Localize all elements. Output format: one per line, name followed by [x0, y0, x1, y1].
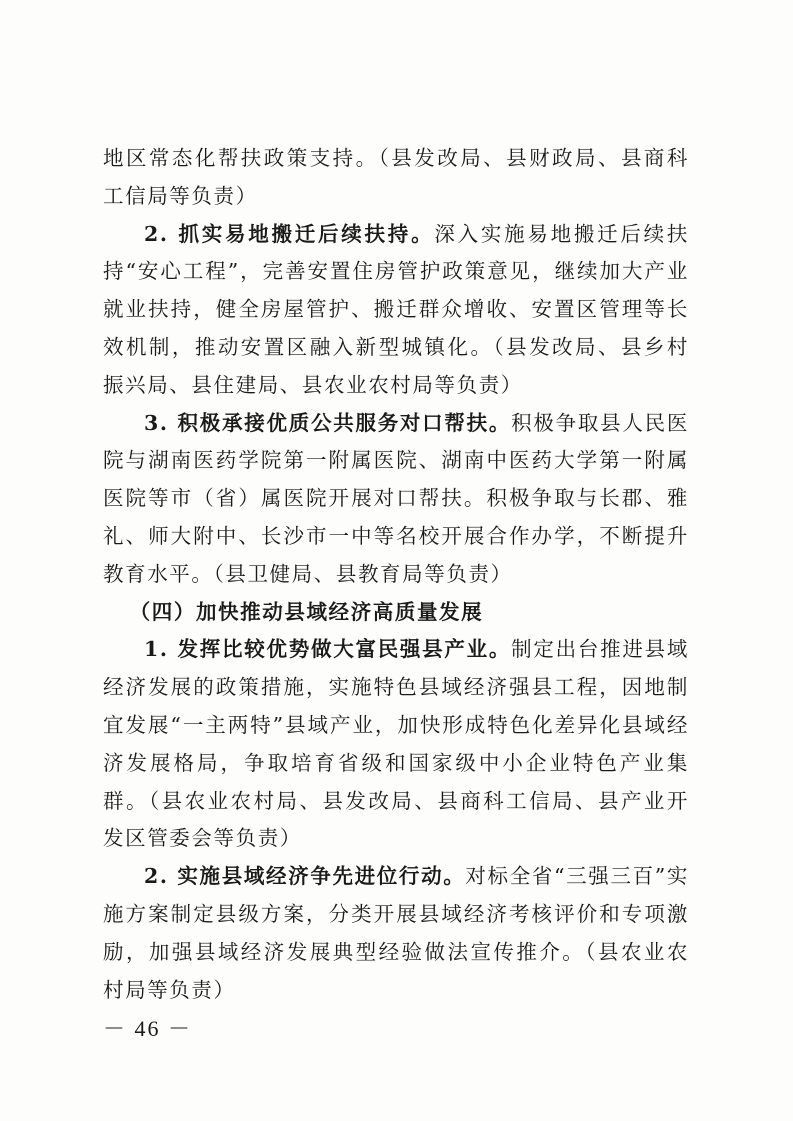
paragraph-county-industry: [103, 631, 689, 858]
page-number: － 46 －: [103, 1016, 193, 1041]
item-body: 对标全省“三强三百”实施方案制定县级方案，分类开展县域经济考核评价和专项激励，加强县域经济发展典型经验做法宣传推介。（县农业农村局等负责）: [103, 864, 690, 1002]
paragraph-relocation-support: [103, 216, 689, 405]
paragraph-county-economy-action: [103, 858, 689, 1009]
item-heading: 2. 抓实易地搬迁后续扶持。: [144, 221, 435, 246]
item-body: 深入实施易地搬迁后续扶持“安心工程”，完善安置住房管护政策意见，继续加大产业就业扶持，健全房屋管护、搬迁群众增收、安置区管理等长效机制，推动安置区融入新型城镇化。（县发改局、县乡村振兴局、县住建局、县农业农村局等负责）: [103, 221, 689, 397]
document-body: [103, 140, 689, 1009]
item-heading: 2. 实施县域经济争先进位行动。: [144, 864, 466, 889]
paragraph-continued: 地区常态化帮扶政策支持。（县发改局、县财政局、县商科工信局等负责）: [103, 146, 689, 208]
item-body: 制定出台推进县域经济发展的政策措施，实施特色县域经济强县工程，因地制宜发展“一主两特”县域产业，加快形成特色化差异化县域经济发展格局，争取培育省级和国家级中小企业特色产业集群。（县农业农村局、县发改局、县商科工信局、县产业开发区管委会等负责）: [103, 637, 689, 851]
item-body: 积极争取县人民医院与湖南医药学院第一附属医院、湖南中医药大学第一附属医院等市（省）属医院开展对口帮扶。积极争取与长郡、雅礼、师大附中、长沙市一中等名校开展合作办学，不断提升教育水平。（县卫健局、县教育局等负责）: [103, 410, 689, 586]
item-heading: 1. 发挥比较优势做大富民强县产业。: [144, 637, 512, 662]
section-heading: （四）加快推动县域经济高质量发展: [129, 599, 484, 624]
item-heading: 3. 积极承接优质公共服务对口帮扶。: [144, 410, 512, 435]
paragraph-public-services: [103, 405, 689, 594]
